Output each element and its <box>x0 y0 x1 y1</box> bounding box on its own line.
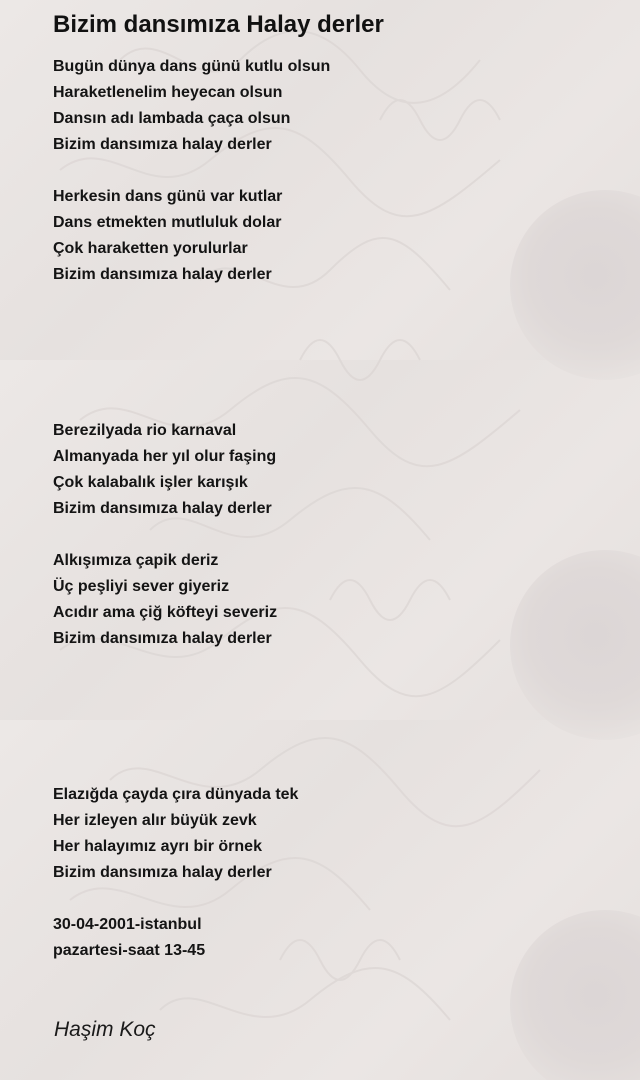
stanza-gap <box>53 678 613 704</box>
poem-line: Bizim dansımıza halay derler <box>53 136 272 153</box>
poem-line: Almanyada her yıl olur faşing <box>53 448 277 465</box>
poem-line: Her izleyen alır büyük zevk <box>53 812 257 829</box>
stanza-gap <box>53 392 613 418</box>
poem-line: Herkesin dans günü var kutlar <box>53 188 283 205</box>
stanza-gap <box>53 652 613 678</box>
stanza-gap <box>53 730 613 756</box>
author-name: Haşim Koç <box>54 1018 156 1041</box>
poem-line: Bizim dansımıza halay derler <box>53 630 272 647</box>
poem-line: Bizim dansımıza halay derler <box>53 500 272 517</box>
stanza-gap <box>53 158 613 184</box>
poem-line: Haraketlenelim heyecan olsun <box>53 84 283 101</box>
poem-line: Çok kalabalık işler karışık <box>53 474 248 491</box>
stanza-gap <box>53 340 613 366</box>
poem-line: Berezilyada rio karnaval <box>53 422 237 439</box>
stanza-gap <box>53 366 613 392</box>
stanza-gap <box>53 886 613 912</box>
poem-line: Bizim dansımıza halay derler <box>53 864 272 881</box>
poem-line: Bugün dünya dans günü kutlu olsun <box>53 58 331 75</box>
poem-line: Her halayımız ayrı bir örnek <box>53 838 262 855</box>
stanza-gap <box>53 704 613 730</box>
poem-line: Bizim dansımıza halay derler <box>53 266 272 283</box>
poem-line: Çok haraketten yorulurlar <box>53 240 248 257</box>
poem-line: 30-04-2001-istanbul <box>53 916 202 933</box>
poem-line: Dansın adı lambada çaça olsun <box>53 110 291 127</box>
poem-line: Alkışımıza çapik deriz <box>53 552 219 569</box>
stanza-gap <box>53 314 613 340</box>
poem-body <box>53 54 613 964</box>
poem-line: Acıdır ama çiğ köfteyi severiz <box>53 604 278 621</box>
poem-line: Dans etmekten mutluluk dolar <box>53 214 282 231</box>
stanza-gap <box>53 288 613 314</box>
poem-line: pazartesi-saat 13-45 <box>53 942 206 959</box>
stanza-gap <box>53 756 613 782</box>
poem-line: Üç peşliyi sever giyeriz <box>53 578 230 595</box>
poem-line: Elazığda çayda çıra dünyada tek <box>53 786 299 803</box>
poem-title: Bizim dansımıza Halay derler <box>53 11 384 38</box>
stanza-gap <box>53 522 613 548</box>
